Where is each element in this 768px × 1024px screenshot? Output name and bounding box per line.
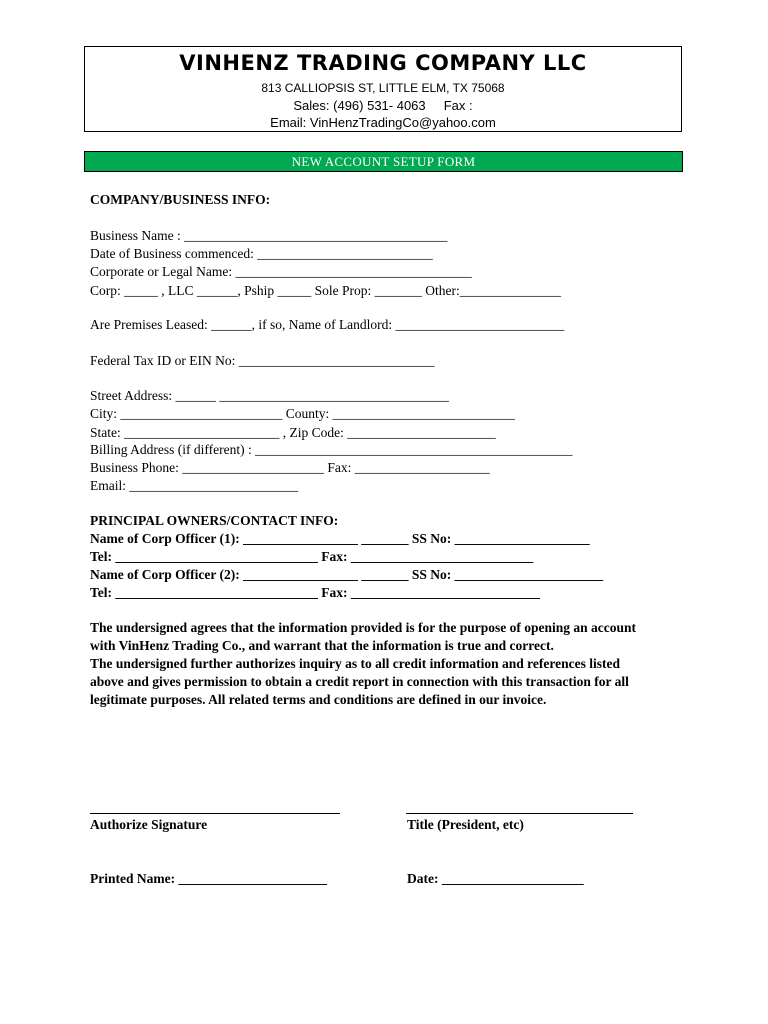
company-address: 813 CALLIOPSIS ST, LITTLE ELM, TX 75068 bbox=[261, 81, 505, 95]
signature-label: Authorize Signature bbox=[90, 817, 208, 832]
officer2-field[interactable]: Name of Corp Officer (2): _________________ _______ SS No: ______________________ bbox=[90, 567, 604, 582]
owners-section-heading: PRINCIPAL OWNERS/CONTACT INFO: bbox=[90, 513, 339, 528]
city-county-field[interactable]: City: ________________________ County: ___________________________ bbox=[90, 406, 515, 421]
state-zip-field[interactable]: State: _______________________ , Zip Code: ______________________ bbox=[90, 425, 496, 440]
email-field[interactable]: Email: _________________________ bbox=[90, 478, 299, 493]
business-phone-fax-field[interactable]: Business Phone: _____________________ Fax: ____________________ bbox=[90, 460, 490, 475]
title-line[interactable] bbox=[406, 813, 633, 814]
company-section-heading: COMPANY/BUSINESS INFO: bbox=[90, 192, 271, 207]
officer1-tel-fax-field[interactable]: Tel: ______________________________ Fax: ___________________________ bbox=[90, 549, 534, 564]
form-title-band: NEW ACCOUNT SETUP FORM bbox=[84, 151, 683, 172]
street-address-field[interactable]: Street Address: ______ __________________________________ bbox=[90, 388, 449, 403]
date-commenced-field[interactable]: Date of Business commenced: __________________________ bbox=[90, 246, 433, 261]
title-label: Title (President, etc) bbox=[407, 817, 524, 832]
company-email: Email: VinHenzTradingCo@yahoo.com bbox=[270, 115, 496, 130]
legal-name-field[interactable]: Corporate or Legal Name: ___________________________________ bbox=[90, 264, 472, 279]
company-sales-fax: Sales: (496) 531- 4063 Fax : bbox=[293, 98, 473, 113]
tax-id-field[interactable]: Federal Tax ID or EIN No: _____________________________ bbox=[90, 353, 435, 368]
company-header bbox=[84, 46, 682, 132]
billing-address-field[interactable]: Billing Address (if different) : _______________________________________________ bbox=[90, 442, 573, 457]
agreement-text bbox=[90, 619, 650, 709]
officer1-field[interactable]: Name of Corp Officer (1): _________________ _______ SS No: ____________________ bbox=[90, 531, 590, 546]
agreement-paragraph-2: The undersigned further authorizes inquiry as to all credit information and references listed above and gives permission to obtain a credit report in connection with this transaction for all legitimate purposes. All related terms and conditions are defined in our invoice. bbox=[90, 656, 629, 707]
company-name: VINHENZ TRADING COMPANY LLC bbox=[179, 51, 587, 75]
agreement-paragraph-1: The undersigned agrees that the information provided is for the purpose of opening an account with VinHenz Trading Co., and warrant that the information is true and correct. bbox=[90, 620, 637, 653]
business-name-field[interactable]: Business Name : _______________________________________ bbox=[90, 228, 448, 243]
signature-line[interactable] bbox=[90, 813, 340, 814]
officer2-tel-fax-field[interactable]: Tel: ______________________________ Fax: ____________________________ bbox=[90, 585, 540, 600]
printed-name-field[interactable]: Printed Name: ______________________ bbox=[90, 871, 327, 886]
date-field[interactable]: Date: _____________________ bbox=[407, 871, 584, 886]
entity-type-field[interactable]: Corp: _____ , LLC ______, Pship _____ Sole Prop: _______ Other:_______________ bbox=[90, 283, 562, 298]
premises-leased-field[interactable]: Are Premises Leased: ______, if so, Name of Landlord: _________________________ bbox=[90, 317, 565, 332]
